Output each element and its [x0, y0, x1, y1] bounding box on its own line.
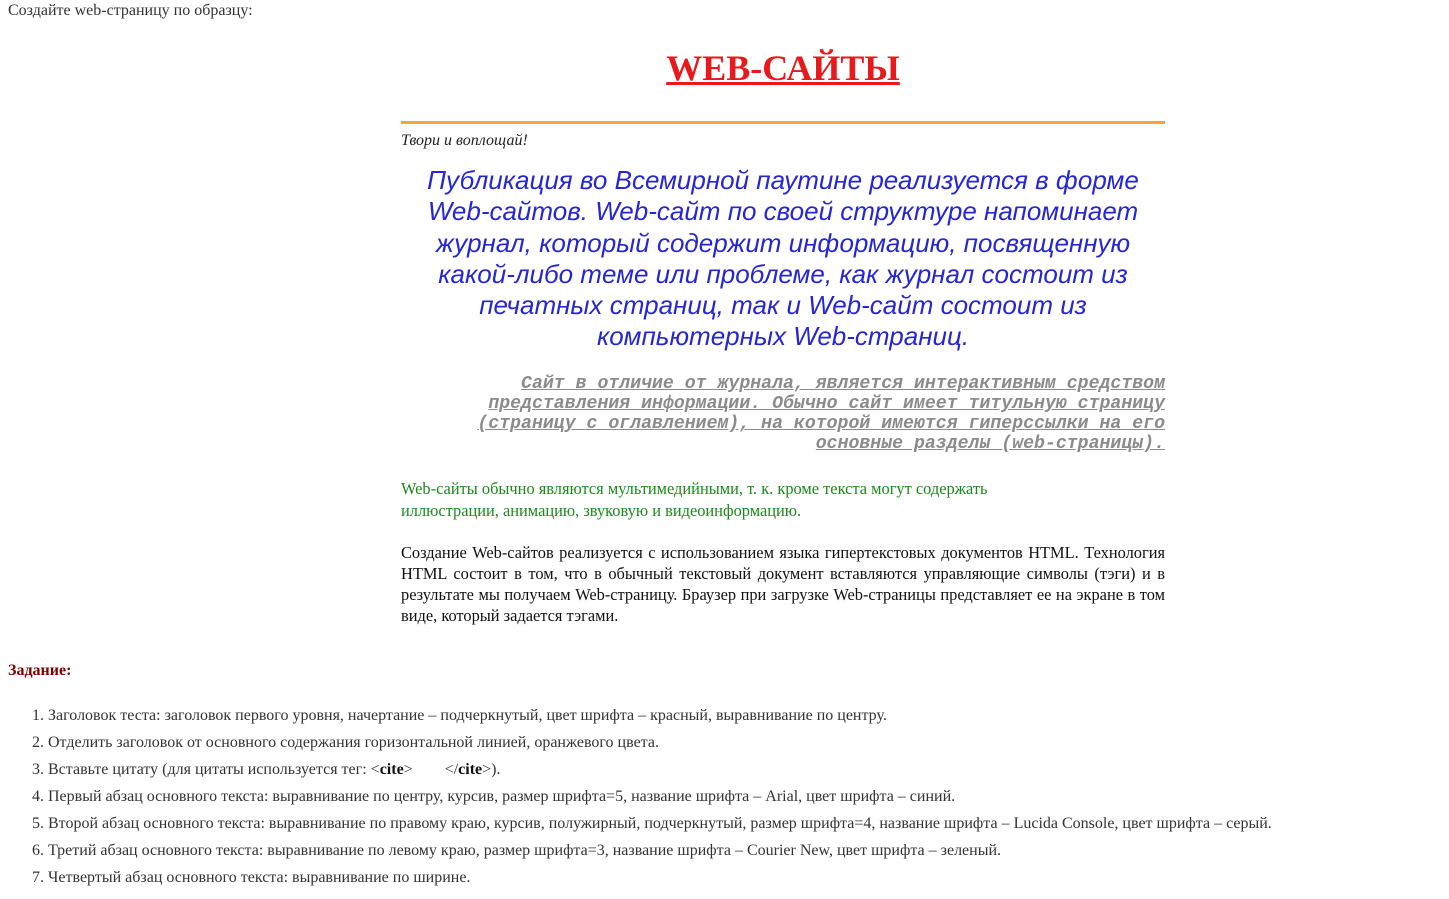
paragraph-1: Публикация во Всемирной паутине реализуется в форме Web-сайтов. Web-сайт по своей структуре напоминает журнал, который содержит информацию, посвященную какой-либо теме или проблеме, как журнал состоит из печатных страниц, так и Web-сайт состоит из компьютерных Web-страниц. [427, 165, 1139, 352]
task-item: 1. Заголовок теста: заголовок первого уровня, начертание – подчеркнутый, цвет шрифта – красный, выравнивание по центру. [48, 702, 1449, 729]
task-item: 2. Отделить заголовок от основного содержания горизонтальной линией, оранжевого цвета. [48, 729, 1449, 756]
horizontal-rule [401, 121, 1165, 124]
cite-tag: cite [379, 761, 404, 778]
quote: Твори и воплощай! [401, 132, 528, 149]
cite-tag-close: cite [458, 761, 483, 778]
task-item: 4. Первый абзац основного текста: выравнивание по центру, курсив, размер шрифта=5, название шрифта – Arial, цвет шрифта – синий. [48, 783, 1449, 810]
cite-mid: > </ [403, 761, 459, 778]
task-item [48, 756, 1449, 783]
task-item: 5. Второй абзац основного текста: выравнивание по правому краю, курсив, полужирный, подчеркнутый, размер шрифта=4, название шрифта – Lucida Console, цвет шрифта – серый. [48, 810, 1449, 837]
cite-end: >). [482, 761, 501, 778]
task-item-text: Вставьте цитату (для цитаты используется тег: < [48, 761, 380, 778]
task-title: Задание: [8, 662, 72, 679]
task-list [8, 702, 1449, 891]
paragraph-4: Создание Web-сайтов реализуется с использованием языка гипертекстовых документов HTML. Технология HTML состоит в том, что в обычный текстовый документ вставляются управляющие символы (тэги) и в результате мы получаем Web-страницу. Браузер при загрузке Web-страницы представляет ее на экране в том виде, который задается тэгами. [401, 542, 1165, 625]
page-title: WEB-САЙТЫ [666, 48, 900, 88]
sample-page [401, 46, 1165, 626]
paragraph-2: Сайт в отличие от журнала, является интерактивным средством представления информации. Обычно сайт имеет титульную страницу (страницу с оглавлением), на которой имеются гиперссылки на его основные разделы (web-страницы). [477, 373, 1165, 455]
intro-text: Создайте web-страницу по образцу: [8, 2, 253, 19]
task-item: 7. Четвертый абзац основного текста: выравнивание по ширине. [48, 864, 1449, 891]
task-item: 6. Третий абзац основного текста: выравнивание по левому краю, размер шрифта=3, название шрифта – Courier New, цвет шрифта – зеленый. [48, 837, 1449, 864]
paragraph-3: Web-сайты обычно являются мультимедийными, т. к. кроме текста могут содержать иллюстрации, анимацию, звуковую и видеоинформацию. [401, 478, 988, 520]
